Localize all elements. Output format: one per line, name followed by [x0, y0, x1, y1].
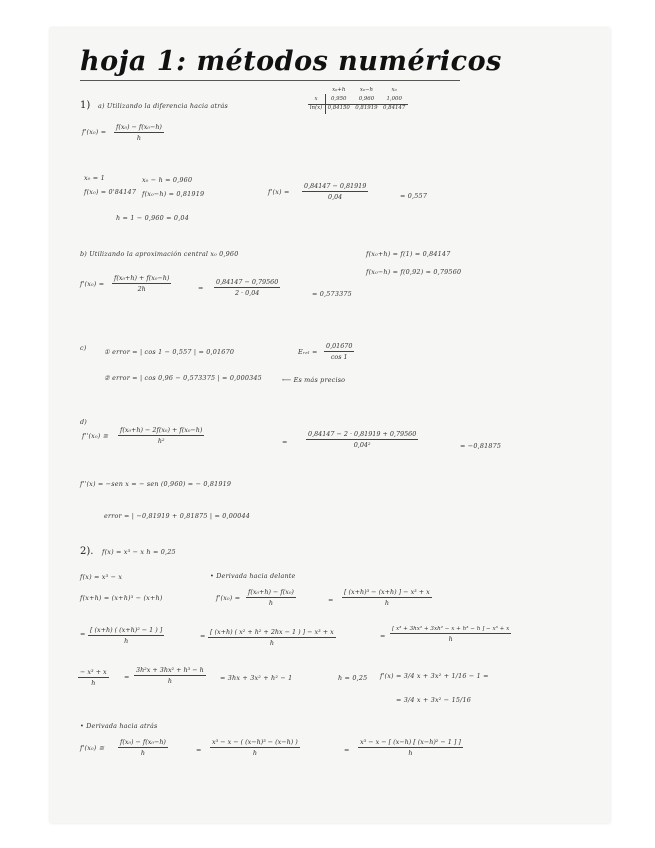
formula-fraction: [114, 123, 164, 142]
table-mark: x₀−h: [359, 87, 374, 93]
error-line: ② error = | cos 0,96 − 0,573375 | = 0,000345: [104, 374, 262, 382]
formula-fraction: [112, 274, 171, 293]
table-cell: 0,84147: [383, 105, 406, 111]
denominator: cos 1: [330, 353, 348, 361]
formula-fraction: [306, 430, 418, 449]
denominator: h: [140, 749, 146, 757]
numerator: f(x₀+h) − 2f(x₀) + f(x₀−h): [120, 426, 203, 434]
formula-fraction: [390, 626, 511, 643]
formula-fraction: [358, 738, 463, 757]
formula-lhs: f'(x₀) =: [80, 280, 105, 288]
table-row-fx: [308, 104, 407, 113]
given-value: x₀ − h = 0,960: [142, 176, 193, 184]
section-heading: a) Utilizando la diferencia hacia atrás: [98, 102, 228, 110]
numerator: x³ − x − [ (x−h) [ (x−h)² − 1 ] ]: [360, 738, 461, 746]
numerator: 0,84147 − 0,81919: [304, 182, 367, 190]
table-cell: 0,84150: [327, 105, 350, 111]
given-value: f(x) = x³ − x h = 0,25: [102, 548, 176, 556]
numerator: [ (x+h) ( (x+h)² − 1 ) ]: [90, 626, 163, 634]
page-title: hoja 1: métodos numéricos: [80, 46, 502, 77]
numerator: x³ − x − ( (x−h)³ − (x−h) ): [212, 738, 298, 746]
given-value: h = 1 − 0,960 = 0,04: [116, 214, 189, 222]
table-cell: ln(x): [309, 105, 323, 111]
numerator: f(x₀+h) + f(x₀−h): [114, 274, 170, 282]
given-value: f(x₀+h) = f(1) = 0,84147: [366, 250, 451, 258]
equals: =: [124, 673, 130, 681]
table-divider: [308, 104, 408, 105]
table-cell: 1,000: [386, 96, 402, 102]
denominator: 0,04²: [353, 441, 371, 449]
denominator: h: [136, 134, 142, 142]
table-mark: x₀+h: [332, 87, 346, 93]
denominator: h: [252, 749, 257, 757]
table-mark: x₀: [391, 87, 397, 93]
equals: =: [196, 746, 202, 754]
given-value: x₀ = 1: [84, 174, 105, 182]
section-heading: • Derivada hacia delante: [210, 572, 296, 580]
denominator: h: [268, 599, 274, 607]
denominator: h: [384, 599, 389, 607]
denominator: h: [269, 639, 274, 647]
equals: =: [80, 630, 86, 638]
numerator: f(x₀) − f(x₀−h): [116, 123, 162, 131]
denominator: h: [124, 637, 129, 645]
section-label: d): [80, 418, 87, 426]
equals: =: [200, 632, 206, 640]
given-value: f(x₀−h) = f(0,92) = 0,79560: [366, 268, 462, 276]
formula-fraction: [324, 342, 354, 361]
given-value: f(x) = x³ − x: [80, 573, 123, 581]
section-heading: • Derivada hacia atrás: [80, 722, 158, 730]
formula-lhs: f'(x₀) =: [82, 128, 107, 136]
formula-lhs: f''(x₀) ≅: [82, 432, 109, 440]
given-value: f(x₀−h) = 0,81919: [142, 190, 205, 198]
formula-fraction: [302, 182, 368, 201]
section-label: c): [80, 344, 87, 352]
exact-value: f''(x) = −sen x = − sen (0,960) = − 0,81919: [80, 480, 232, 488]
denominator: h: [408, 749, 413, 757]
given-value: f(x₀) = 0'84147: [84, 188, 137, 196]
formula-lhs: f'(x₀) =: [216, 594, 241, 602]
annotation: ⟵ Es más preciso: [282, 376, 346, 384]
result-value: = 0,573375: [312, 290, 352, 298]
denominator: 2h: [137, 285, 146, 293]
formula-fraction: [118, 738, 168, 757]
numerator: 0,84147 − 0,79560: [216, 278, 279, 286]
derivative-result: f'(x) = 3/4 x + 3x² + 1/16 − 1 =: [380, 672, 489, 680]
formula-fraction: [246, 588, 296, 607]
denominator: 2 · 0,04: [234, 289, 260, 297]
table-header-marks: [308, 86, 407, 95]
numerator: 0,84147 − 2 · 0,81919 + 0,79560: [308, 430, 417, 438]
formula-fraction: [88, 626, 164, 645]
formula-lhs: f'(x) =: [268, 188, 290, 196]
result-value: = 3hx + 3x² + h² − 1: [220, 674, 293, 682]
title-underline: [80, 80, 460, 81]
table-row-x: [308, 95, 407, 104]
table-cell: x: [314, 96, 318, 102]
numerator: [ (x+h) ( x² + h² + 2hx − 1 ) ] − x³ + x: [210, 628, 334, 636]
formula-fraction: [208, 628, 336, 647]
formula-fraction: [214, 278, 280, 297]
equals: =: [380, 632, 386, 640]
numerator: 0,01670: [326, 342, 353, 350]
table-cell: 0,950: [331, 96, 347, 102]
table-cell: 0,81919: [355, 105, 378, 111]
denominator: h: [448, 635, 453, 643]
numerator: [ (x+h)³ − (x+h) ] − x³ + x: [344, 588, 430, 596]
formula-fraction: [210, 738, 300, 757]
formula-lhs: f'(x₀) ≅: [80, 744, 105, 752]
numerator: f(x₀) − f(x₀−h): [120, 738, 166, 746]
denominator: h²: [157, 437, 165, 445]
formula-fraction: [78, 668, 109, 687]
numerator: − x³ + x: [80, 668, 107, 676]
notebook-page: [50, 28, 610, 823]
result-value: = −0,81875: [460, 442, 502, 450]
derivative-result: = 3/4 x + 3x² − 15/16: [396, 696, 471, 704]
numerator: 3h²x + 3hx² + h³ − h: [136, 666, 204, 674]
denominator: h: [167, 677, 172, 685]
formula-fraction: [342, 588, 432, 607]
denominator: h: [91, 679, 96, 687]
problem-number: 2).: [80, 546, 94, 557]
given-value: h = 0,25: [338, 674, 368, 682]
equals: =: [344, 746, 350, 754]
formula-fraction: [134, 666, 206, 685]
table-cell: 0,960: [358, 96, 375, 102]
section-heading: b) Utilizando la aproximación central x₀ 0,960: [80, 250, 239, 258]
numerator: f(x₀+h) − f(x₀): [248, 588, 294, 596]
equals: =: [198, 284, 204, 292]
error-line: error = | −0,81919 + 0,81875 | = 0,00044: [104, 512, 251, 520]
numerator: [ x³ + 3hx² + 3xh² − x + h³ − h ] − x³ + x: [392, 626, 510, 632]
problem-number: 1): [80, 100, 91, 111]
result-value: = 0,557: [400, 192, 428, 200]
formula-lhs: Eᵣₑₗ =: [298, 348, 318, 356]
given-value: f(x+h) = (x+h)³ − (x+h): [80, 594, 163, 602]
equals: =: [328, 596, 334, 604]
denominator: 0,04: [328, 193, 343, 201]
formula-fraction: [118, 426, 204, 445]
error-line: ① error = | cos 1 − 0,557 | = 0,01670: [104, 348, 235, 356]
equals: =: [282, 438, 288, 446]
value-table: [308, 86, 407, 113]
